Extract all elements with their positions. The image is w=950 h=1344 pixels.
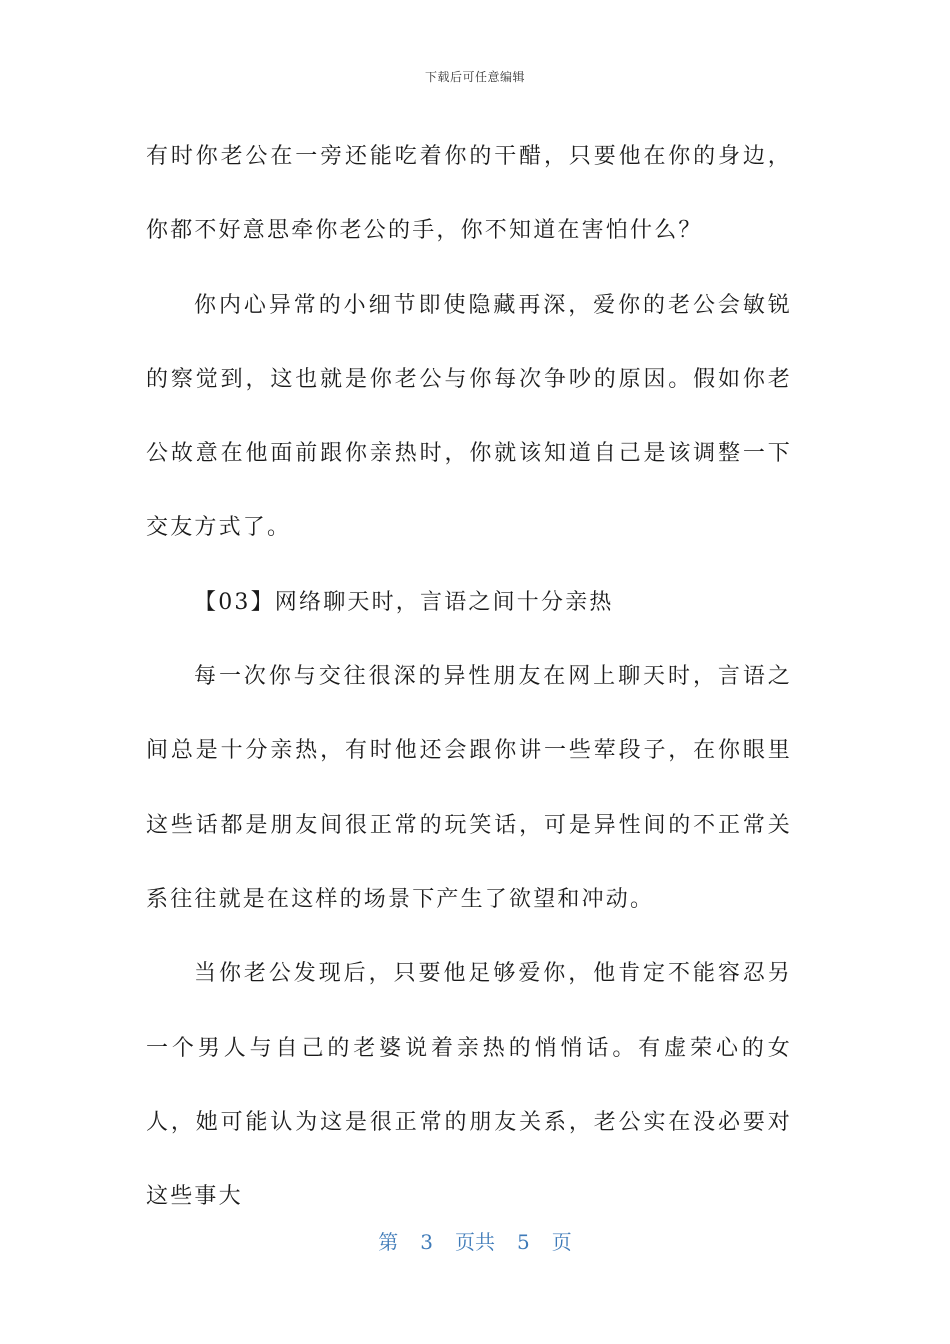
paragraph-1: 有时你老公在一旁还能吃着你的干醋，只要他在你的身边，你都不好意思牵你老公的手，你不知道在害怕什么？ <box>146 144 792 244</box>
footer-total-pages: 5 <box>517 1230 530 1254</box>
document-body <box>146 120 792 1234</box>
paragraph-2: 你内心异常的小细节即使隐藏再深，爱你的老公会敏锐的察觉到，这也就是你老公与你每次争吵的原因。假如你老公故意在他面前跟你亲热时，你就该知道自己是该调整一下交友方式了。 <box>146 292 792 541</box>
footer-current-page: 3 <box>420 1230 433 1254</box>
footer-prefix: 第 <box>378 1230 399 1254</box>
page-header-note: 下载后可任意编辑 <box>424 70 525 84</box>
section-heading-03: 【03】网络聊天时，言语之间十分亲热 <box>194 589 614 615</box>
footer-middle: 页共 <box>455 1230 495 1254</box>
page-number-footer <box>0 1226 950 1255</box>
footer-suffix: 页 <box>551 1230 572 1254</box>
paragraph-4: 当你老公发现后，只要他足够爱你，他肯定不能容忍另一个男人与自己的老婆说着亲热的悄悄话。有虚荣心的女人，她可能认为这是很正常的朋友关系，老公实在没必要对这些事大 <box>146 961 792 1210</box>
paragraph-3: 每一次你与交往很深的异性朋友在网上聊天时，言语之间总是十分亲热，有时他还会跟你讲一些荤段子，在你眼里这些话都是朋友间很正常的玩笑话，可是异性间的不正常关系往往就是在这样的场景下产生了欲望和冲动。 <box>146 664 792 912</box>
